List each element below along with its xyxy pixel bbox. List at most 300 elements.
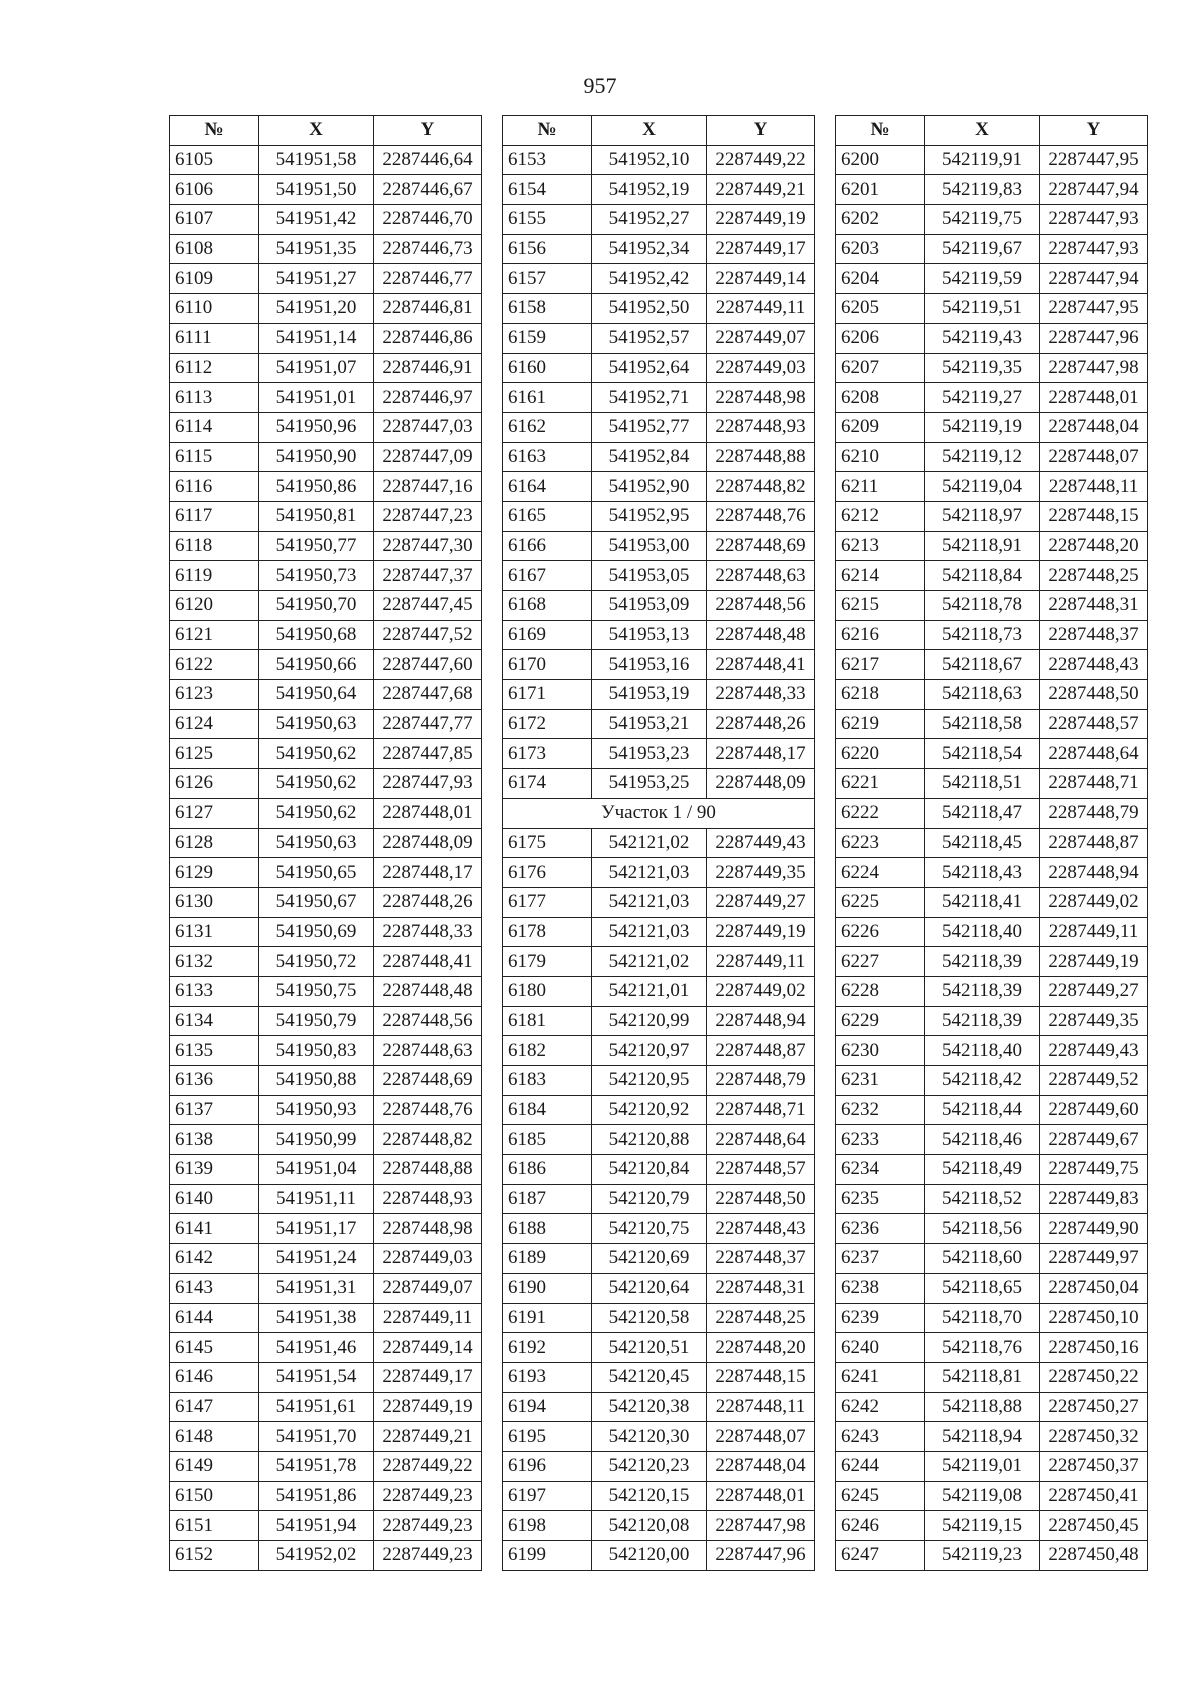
point-number: 6194 [503,1392,592,1422]
section-label: Участок 1 / 90 [503,798,815,828]
point-number: 6179 [503,947,592,977]
y-coordinate: 2287447,23 [374,501,482,531]
x-coordinate: 542121,01 [592,976,707,1006]
point-number: 6156 [503,234,592,264]
table-row [170,205,482,235]
table-row [503,501,815,531]
table-row [503,1362,815,1392]
point-number: 6201 [836,175,925,205]
x-coordinate: 541953,09 [592,591,707,621]
table-row [836,947,1148,977]
y-coordinate: 2287448,69 [707,531,815,561]
y-coordinate: 2287449,43 [1040,1036,1148,1066]
x-coordinate: 542119,75 [925,205,1040,235]
table-row [503,323,815,353]
y-coordinate: 2287448,76 [374,1095,482,1125]
x-coordinate: 541951,01 [259,383,374,413]
table-row [836,1481,1148,1511]
x-coordinate: 541950,83 [259,1036,374,1066]
y-coordinate: 2287448,31 [707,1273,815,1303]
y-coordinate: 2287448,15 [1040,501,1148,531]
x-coordinate: 541950,62 [259,798,374,828]
header-number: № [503,116,592,146]
point-number: 6134 [170,1006,259,1036]
y-coordinate: 2287447,94 [1040,264,1148,294]
x-coordinate: 542118,40 [925,1036,1040,1066]
table-row [503,1422,815,1452]
point-number: 6220 [836,739,925,769]
table-row [170,531,482,561]
table-row [836,1095,1148,1125]
y-coordinate: 2287448,71 [707,1095,815,1125]
point-number: 6218 [836,680,925,710]
point-number: 6140 [170,1184,259,1214]
y-coordinate: 2287447,77 [374,709,482,739]
point-number: 6241 [836,1362,925,1392]
table-row [170,264,482,294]
table-row [836,501,1148,531]
y-coordinate: 2287449,03 [374,1244,482,1274]
table-row [503,1481,815,1511]
table-row [836,353,1148,383]
x-coordinate: 541950,99 [259,1125,374,1155]
point-number: 6221 [836,769,925,799]
point-number: 6130 [170,887,259,917]
y-coordinate: 2287449,14 [707,264,815,294]
y-coordinate: 2287449,02 [1040,887,1148,917]
y-coordinate: 2287449,83 [1040,1184,1148,1214]
x-coordinate: 541950,68 [259,620,374,650]
table-row [170,1006,482,1036]
y-coordinate: 2287448,20 [1040,531,1148,561]
y-coordinate: 2287449,17 [374,1362,482,1392]
x-coordinate: 541951,42 [259,205,374,235]
table-row [836,264,1148,294]
header-y: Y [1040,116,1148,146]
table-row [836,1362,1148,1392]
point-number: 6144 [170,1303,259,1333]
point-number: 6115 [170,442,259,472]
y-coordinate: 2287448,01 [1040,383,1148,413]
y-coordinate: 2287448,17 [374,858,482,888]
point-number: 6166 [503,531,592,561]
point-number: 6219 [836,709,925,739]
y-coordinate: 2287448,31 [1040,591,1148,621]
table-row [170,412,482,442]
table-row [836,1184,1148,1214]
point-number: 6133 [170,976,259,1006]
x-coordinate: 541952,64 [592,353,707,383]
table-row [170,1422,482,1452]
point-number: 6174 [503,769,592,799]
point-number: 6121 [170,620,259,650]
y-coordinate: 2287448,33 [374,917,482,947]
header-x: X [592,116,707,146]
point-number: 6149 [170,1451,259,1481]
y-coordinate: 2287446,97 [374,383,482,413]
table-row [836,1125,1148,1155]
x-coordinate: 541951,78 [259,1451,374,1481]
header-number: № [170,116,259,146]
x-coordinate: 542119,51 [925,294,1040,324]
point-number: 6170 [503,650,592,680]
x-coordinate: 541952,10 [592,145,707,175]
table-row [836,175,1148,205]
table-row [836,383,1148,413]
table-row [836,798,1148,828]
x-coordinate: 542119,01 [925,1451,1040,1481]
x-coordinate: 541950,62 [259,769,374,799]
table-row [170,234,482,264]
x-coordinate: 542120,84 [592,1155,707,1185]
table-row [503,976,815,1006]
x-coordinate: 541950,93 [259,1095,374,1125]
x-coordinate: 541950,70 [259,591,374,621]
y-coordinate: 2287449,19 [1040,947,1148,977]
table-row [170,501,482,531]
x-coordinate: 541951,58 [259,145,374,175]
x-coordinate: 542121,02 [592,828,707,858]
point-number: 6135 [170,1036,259,1066]
table-row [170,1036,482,1066]
x-coordinate: 541953,23 [592,739,707,769]
point-number: 6246 [836,1511,925,1541]
x-coordinate: 541951,86 [259,1481,374,1511]
table-row [170,472,482,502]
y-coordinate: 2287448,50 [707,1184,815,1214]
x-coordinate: 541950,62 [259,739,374,769]
table-row [170,1155,482,1185]
point-number: 6164 [503,472,592,502]
x-coordinate: 541951,04 [259,1155,374,1185]
point-number: 6222 [836,798,925,828]
x-coordinate: 542118,46 [925,1125,1040,1155]
page-number: 957 [583,73,617,98]
point-number: 6206 [836,323,925,353]
table-row [836,976,1148,1006]
table-row [503,1303,815,1333]
x-coordinate: 541951,54 [259,1362,374,1392]
x-coordinate: 542118,60 [925,1244,1040,1274]
table-row [836,1511,1148,1541]
y-coordinate: 2287448,93 [707,412,815,442]
point-number: 6231 [836,1066,925,1096]
x-coordinate: 542118,43 [925,858,1040,888]
table-row [836,1036,1148,1066]
point-number: 6151 [170,1511,259,1541]
y-coordinate: 2287448,20 [707,1333,815,1363]
table-row [170,709,482,739]
point-number: 6237 [836,1244,925,1274]
table-row [836,1155,1148,1185]
point-number: 6239 [836,1303,925,1333]
y-coordinate: 2287448,11 [707,1392,815,1422]
table-row [170,175,482,205]
point-number: 6203 [836,234,925,264]
x-coordinate: 541950,63 [259,828,374,858]
y-coordinate: 2287448,94 [707,1006,815,1036]
point-number: 6114 [170,412,259,442]
y-coordinate: 2287449,22 [707,145,815,175]
y-coordinate: 2287449,43 [707,828,815,858]
x-coordinate: 541950,72 [259,947,374,977]
y-coordinate: 2287448,04 [707,1451,815,1481]
x-coordinate: 542118,44 [925,1095,1040,1125]
table-row [170,1451,482,1481]
table-row [170,650,482,680]
y-coordinate: 2287448,69 [374,1066,482,1096]
point-number: 6226 [836,917,925,947]
point-number: 6184 [503,1095,592,1125]
point-number: 6163 [503,442,592,472]
table-row [836,680,1148,710]
y-coordinate: 2287448,63 [707,561,815,591]
y-coordinate: 2287448,94 [1040,858,1148,888]
x-coordinate: 542121,03 [592,887,707,917]
table-row [836,323,1148,353]
point-number: 6126 [170,769,259,799]
table-row [170,620,482,650]
point-number: 6129 [170,858,259,888]
x-coordinate: 542118,45 [925,828,1040,858]
y-coordinate: 2287450,22 [1040,1362,1148,1392]
point-number: 6141 [170,1214,259,1244]
y-coordinate: 2287448,26 [707,709,815,739]
table-row [170,591,482,621]
point-number: 6123 [170,680,259,710]
table-row [503,769,815,799]
point-number: 6131 [170,917,259,947]
table-header-row [170,116,482,146]
table-row [836,1214,1148,1244]
y-coordinate: 2287449,67 [1040,1125,1148,1155]
y-coordinate: 2287448,07 [707,1422,815,1452]
x-coordinate: 541951,50 [259,175,374,205]
y-coordinate: 2287448,87 [707,1036,815,1066]
x-coordinate: 541953,05 [592,561,707,591]
x-coordinate: 542120,30 [592,1422,707,1452]
table-row [836,620,1148,650]
point-number: 6202 [836,205,925,235]
point-number: 6196 [503,1451,592,1481]
table-row [503,1333,815,1363]
x-coordinate: 541950,66 [259,650,374,680]
x-coordinate: 542118,94 [925,1422,1040,1452]
table-row [503,1392,815,1422]
y-coordinate: 2287448,48 [374,976,482,1006]
x-coordinate: 541951,24 [259,1244,374,1274]
point-number: 6204 [836,264,925,294]
point-number: 6197 [503,1481,592,1511]
y-coordinate: 2287448,25 [1040,561,1148,591]
point-number: 6139 [170,1155,259,1185]
x-coordinate: 542120,88 [592,1125,707,1155]
y-coordinate: 2287448,64 [707,1125,815,1155]
y-coordinate: 2287448,56 [374,1006,482,1036]
table-row [170,1541,482,1571]
point-number: 6217 [836,650,925,680]
y-coordinate: 2287449,11 [374,1303,482,1333]
table-row [836,1451,1148,1481]
y-coordinate: 2287448,01 [374,798,482,828]
table-row [836,1006,1148,1036]
table-row [503,531,815,561]
x-coordinate: 541952,42 [592,264,707,294]
x-coordinate: 542118,78 [925,591,1040,621]
table-row [836,739,1148,769]
x-coordinate: 541950,69 [259,917,374,947]
table-row [503,1451,815,1481]
x-coordinate: 541952,34 [592,234,707,264]
y-coordinate: 2287448,26 [374,887,482,917]
y-coordinate: 2287449,03 [707,353,815,383]
table-row [503,234,815,264]
x-coordinate: 542120,92 [592,1095,707,1125]
point-number: 6120 [170,591,259,621]
point-number: 6113 [170,383,259,413]
table-row [503,709,815,739]
x-coordinate: 542118,47 [925,798,1040,828]
x-coordinate: 541951,38 [259,1303,374,1333]
x-coordinate: 542119,12 [925,442,1040,472]
table-row [503,1066,815,1096]
point-number: 6118 [170,531,259,561]
point-number: 6190 [503,1273,592,1303]
y-coordinate: 2287448,07 [1040,442,1148,472]
point-number: 6228 [836,976,925,1006]
table-row [503,1006,815,1036]
table-row [836,1303,1148,1333]
table-row [836,531,1148,561]
y-coordinate: 2287448,04 [1040,412,1148,442]
table-row [503,175,815,205]
table-row [503,680,815,710]
x-coordinate: 542118,41 [925,887,1040,917]
y-coordinate: 2287449,27 [1040,976,1148,1006]
table-row [503,1184,815,1214]
table-row [836,769,1148,799]
point-number: 6169 [503,620,592,650]
x-coordinate: 541953,21 [592,709,707,739]
point-number: 6125 [170,739,259,769]
point-number: 6200 [836,145,925,175]
table-row [503,442,815,472]
point-number: 6187 [503,1184,592,1214]
y-coordinate: 2287449,52 [1040,1066,1148,1096]
point-number: 6108 [170,234,259,264]
x-coordinate: 541950,81 [259,501,374,531]
x-coordinate: 542119,23 [925,1541,1040,1571]
table-row [170,798,482,828]
point-number: 6150 [170,1481,259,1511]
point-number: 6138 [170,1125,259,1155]
table-row [836,1066,1148,1096]
x-coordinate: 541950,88 [259,1066,374,1096]
point-number: 6124 [170,709,259,739]
table-row [170,947,482,977]
point-number: 6199 [503,1541,592,1571]
x-coordinate: 541952,84 [592,442,707,472]
point-number: 6195 [503,1422,592,1452]
point-number: 6205 [836,294,925,324]
x-coordinate: 541951,35 [259,234,374,264]
y-coordinate: 2287447,37 [374,561,482,591]
table-row [503,828,815,858]
x-coordinate: 542119,19 [925,412,1040,442]
point-number: 6111 [170,323,259,353]
header-number: № [836,116,925,146]
y-coordinate: 2287449,22 [374,1451,482,1481]
y-coordinate: 2287450,32 [1040,1422,1148,1452]
point-number: 6208 [836,383,925,413]
point-number: 6233 [836,1125,925,1155]
table-row [503,561,815,591]
point-number: 6232 [836,1095,925,1125]
coordinates-table-1 [169,115,482,1571]
table-row [170,1244,482,1274]
table-row [170,561,482,591]
point-number: 6147 [170,1392,259,1422]
x-coordinate: 541952,77 [592,412,707,442]
point-number: 6198 [503,1511,592,1541]
y-coordinate: 2287447,16 [374,472,482,502]
y-coordinate: 2287449,23 [374,1511,482,1541]
y-coordinate: 2287448,79 [707,1066,815,1096]
y-coordinate: 2287449,19 [374,1392,482,1422]
y-coordinate: 2287449,11 [1040,917,1148,947]
y-coordinate: 2287448,71 [1040,769,1148,799]
y-coordinate: 2287448,87 [1040,828,1148,858]
table-header-row [836,116,1148,146]
table-row [170,1511,482,1541]
x-coordinate: 541950,64 [259,680,374,710]
x-coordinate: 541950,65 [259,858,374,888]
y-coordinate: 2287449,75 [1040,1155,1148,1185]
table-row [836,1392,1148,1422]
point-number: 6136 [170,1066,259,1096]
point-number: 6207 [836,353,925,383]
x-coordinate: 541950,86 [259,472,374,502]
x-coordinate: 541950,67 [259,887,374,917]
y-coordinate: 2287449,11 [707,294,815,324]
point-number: 6182 [503,1036,592,1066]
point-number: 6185 [503,1125,592,1155]
table-row [503,650,815,680]
point-number: 6224 [836,858,925,888]
x-coordinate: 541952,90 [592,472,707,502]
table-row [170,145,482,175]
y-coordinate: 2287450,27 [1040,1392,1148,1422]
point-number: 6213 [836,531,925,561]
table-row [170,383,482,413]
point-number: 6142 [170,1244,259,1274]
y-coordinate: 2287449,19 [707,917,815,947]
table-row [503,294,815,324]
y-coordinate: 2287448,88 [374,1155,482,1185]
table-row [836,205,1148,235]
table-row [836,1333,1148,1363]
y-coordinate: 2287447,95 [1040,145,1148,175]
y-coordinate: 2287449,14 [374,1333,482,1363]
y-coordinate: 2287448,82 [374,1125,482,1155]
point-number: 6212 [836,501,925,531]
table-row [836,709,1148,739]
table-row [170,858,482,888]
y-coordinate: 2287450,16 [1040,1333,1148,1363]
table-row [836,561,1148,591]
table-row [503,1125,815,1155]
y-coordinate: 2287449,97 [1040,1244,1148,1274]
